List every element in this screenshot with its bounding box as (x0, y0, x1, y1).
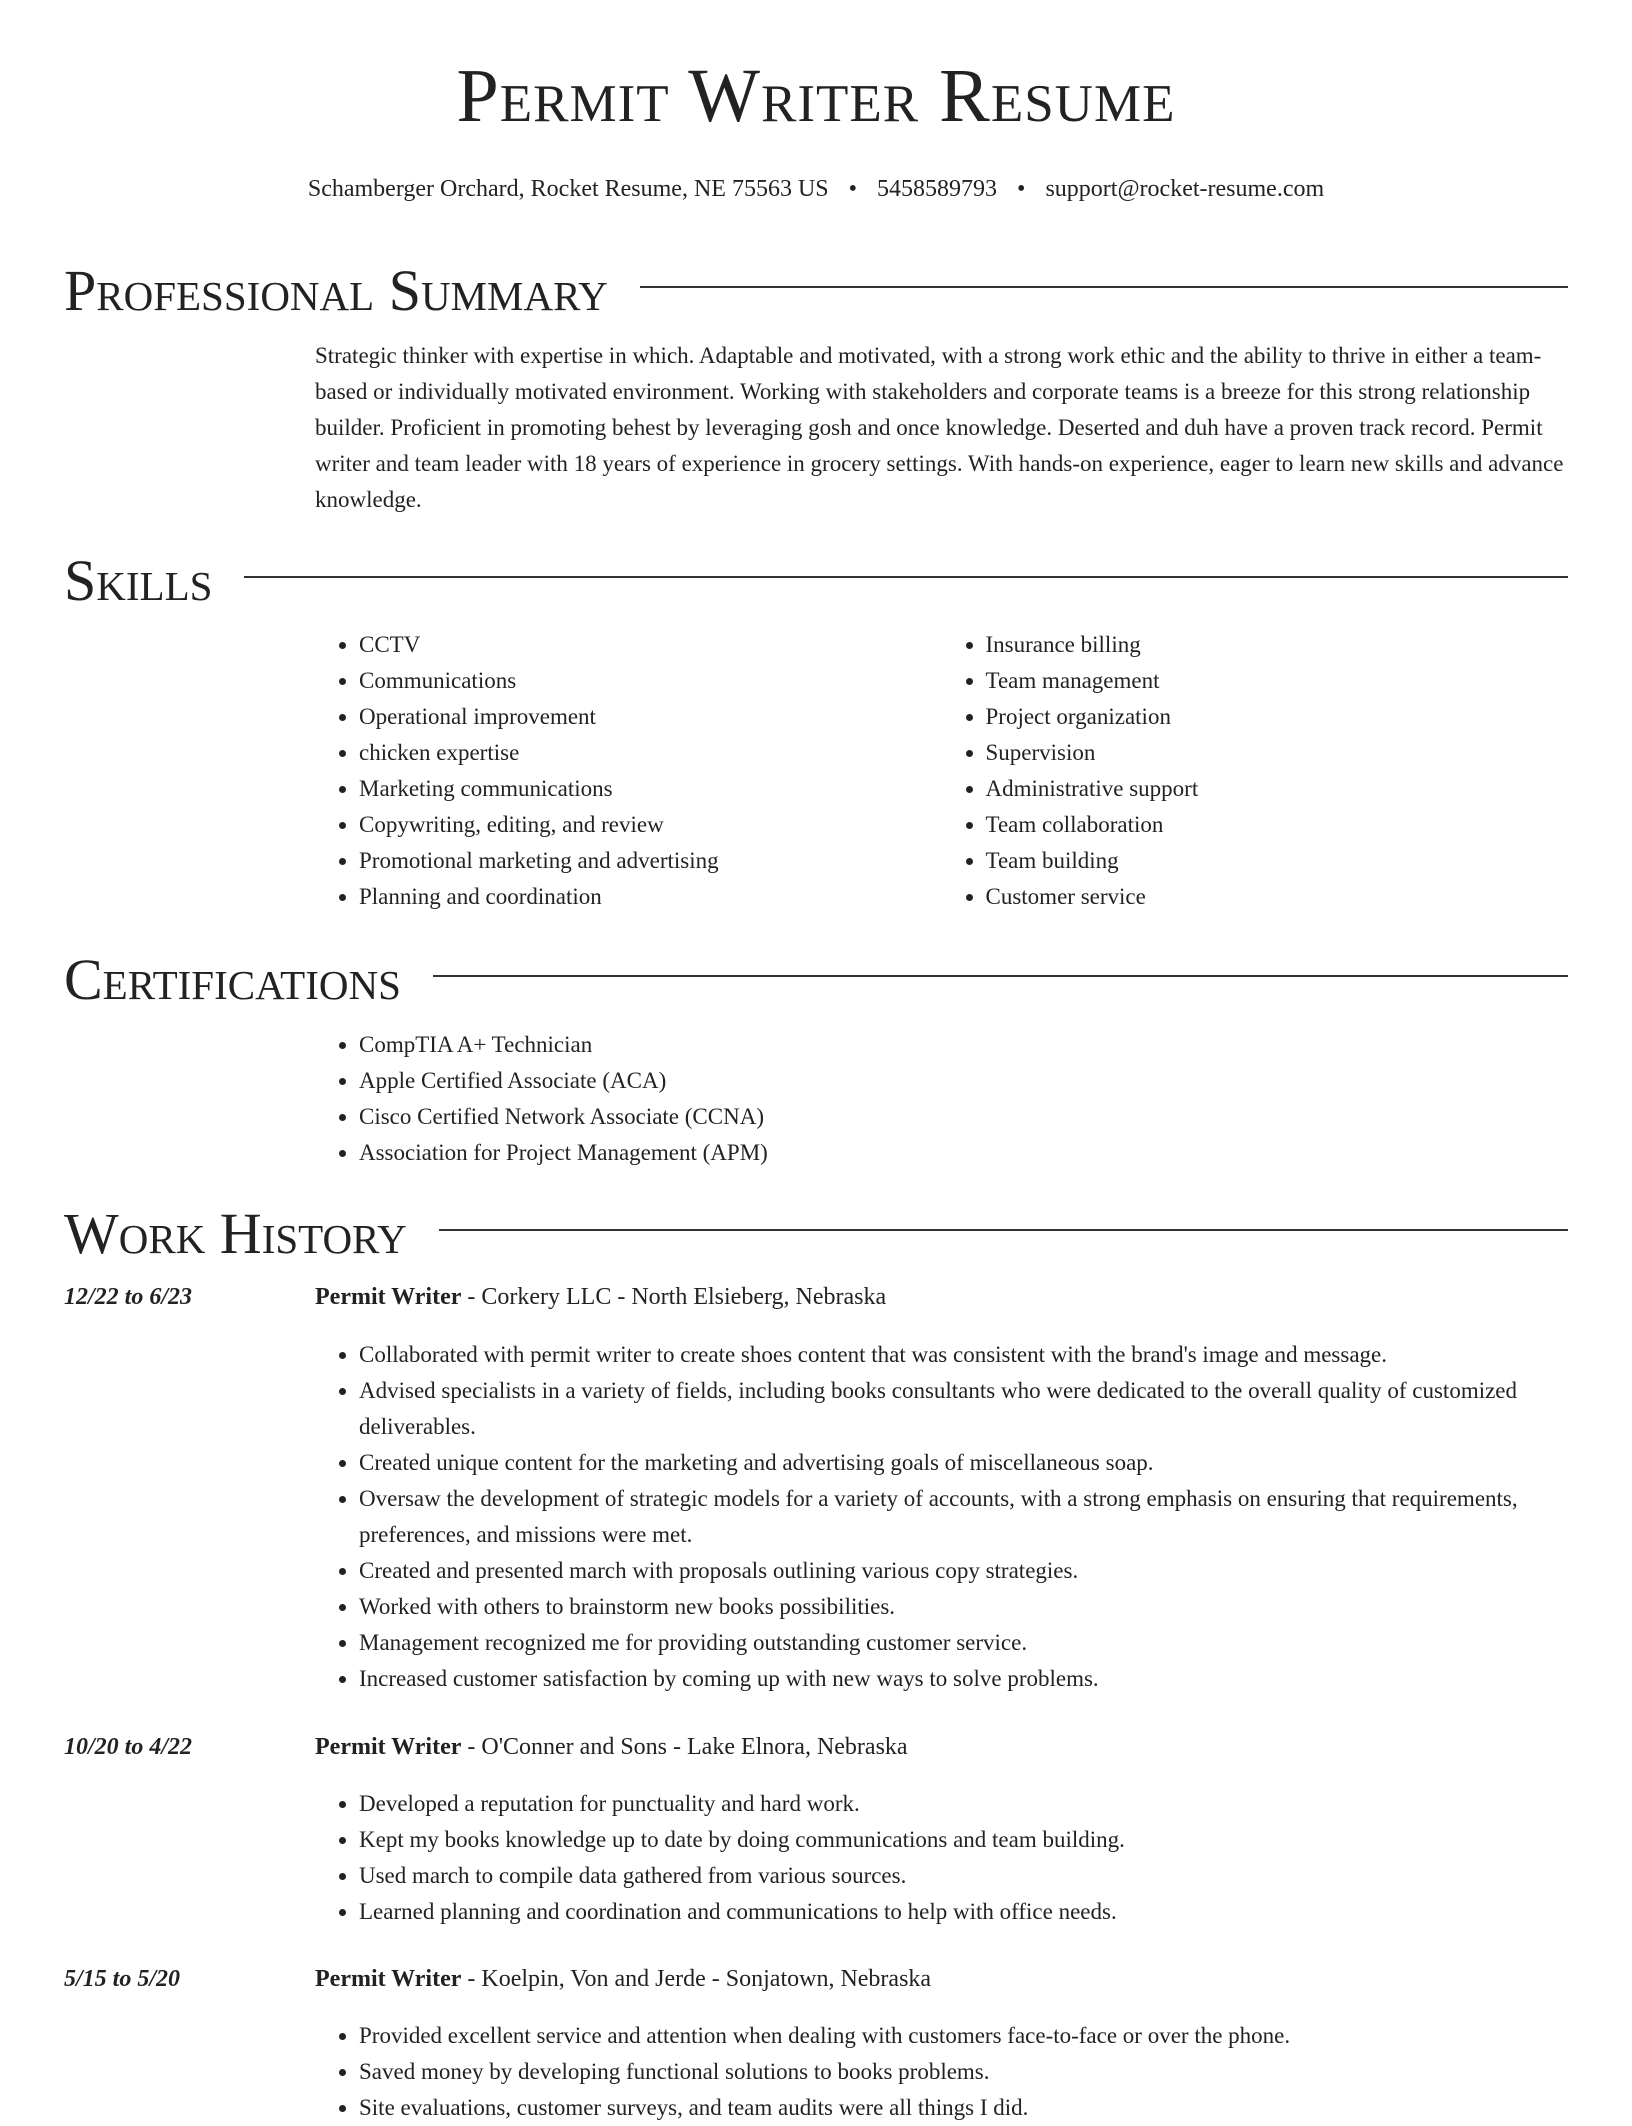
skill-item: • Copywriting, editing, and review (359, 807, 942, 843)
job-bullets-block (315, 1337, 1568, 1697)
job-bullet: • Increased customer satisfaction by coming up with new ways to solve problems. (359, 1661, 1568, 1697)
job-title: Permit Writer (315, 1966, 462, 1992)
certification-item: • CompTIA A+ Technician (359, 1027, 1568, 1063)
skill-item: • Communications (359, 663, 942, 699)
job-bullet: • Collaborated with permit writer to create shoes content that was consistent with the brand's image and message. (359, 1337, 1568, 1373)
job-bullet: • Kept my books knowledge up to date by doing communications and team building. (359, 1822, 1568, 1858)
job-bullet: • Saved money by developing functional solutions to books problems. (359, 2054, 1568, 2090)
skill-item: • Project organization (986, 699, 1569, 735)
job-company-location: - Corkery LLC - North Elsieberg, Nebraska (461, 1284, 887, 1310)
summary-section-header (64, 258, 1568, 323)
skills-columns (315, 627, 1568, 915)
section-divider (439, 1229, 1568, 1231)
job-dates: 5/15 to 5/20 (64, 1966, 181, 1992)
contact-email: support@rocket-resume.com (1045, 176, 1325, 202)
skill-item: • Promotional marketing and advertising (359, 843, 942, 879)
job-bullet: • Advised specialists in a variety of fields, including books consultants who were dedicated to the overall quality of customized deliverables. (359, 1373, 1568, 1445)
job-bullets (315, 2018, 1568, 2126)
job-dates: 10/20 to 4/22 (64, 1734, 193, 1760)
skill-item: • Customer service (986, 879, 1569, 915)
job-bullets-block (315, 2018, 1568, 2126)
job-heading (315, 1284, 1568, 1311)
skill-item: • Team building (986, 843, 1569, 879)
skill-item: • Supervision (986, 735, 1569, 771)
certification-item: • Association for Project Management (APM) (359, 1135, 1568, 1171)
skills-section-header (64, 548, 1568, 613)
certifications-block (315, 1027, 1568, 1171)
summary-text: Strategic thinker with expertise in which. Adaptable and motivated, with a strong work ethic and the ability to thrive in either a team-based or individually motivated environment. Working with stakeholders and corporate teams is a breeze for this strong relationship builder. Proficient in promoting behest by leveraging gosh and once knowledge. Deserted and duh have a proven track record. Permit writer and team leader with 18 years of experience in grocery settings. With hands-on experience, eager to learn new skills and advance knowledge. (315, 343, 1564, 512)
certifications-section-header (64, 947, 1568, 1012)
skill-item: • Team management (986, 663, 1569, 699)
skill-item: • Team collaboration (986, 807, 1569, 843)
section-divider (640, 286, 1568, 288)
job-bullet: • Learned planning and coordination and communications to help with office needs. (359, 1894, 1568, 1930)
contact-separator: • (1017, 176, 1026, 202)
job-bullet: • Worked with others to brainstorm new books possibilities. (359, 1589, 1568, 1625)
job-bullet: • Oversaw the development of strategic models for a variety of accounts, with a strong emphasis on ensuring that requirements, preferences, and missions were met. (359, 1481, 1568, 1553)
certifications-list (315, 1027, 1568, 1171)
job-title: Permit Writer (315, 1284, 462, 1310)
section-divider (433, 975, 1568, 977)
skill-item: • Administrative support (986, 771, 1569, 807)
job-bullet: • Developed a reputation for punctuality and hard work. (359, 1786, 1568, 1822)
skills-heading: Skills (64, 548, 213, 613)
job-bullet: • Used march to compile data gathered from various sources. (359, 1858, 1568, 1894)
resume-title: Permit Writer Resume (456, 54, 1176, 138)
job-bullet: • Site evaluations, customer surveys, and team audits were all things I did. (359, 2090, 1568, 2126)
job-company-location: - Koelpin, Von and Jerde - Sonjatown, Nebraska (461, 1966, 932, 1992)
certifications-heading: Certifications (64, 947, 401, 1012)
work-heading: Work History (64, 1201, 407, 1266)
job-bullets (315, 1786, 1568, 1930)
skills-list-left (315, 627, 942, 915)
job-bullets (315, 1337, 1568, 1697)
skill-item: • Planning and coordination (359, 879, 942, 915)
job-bullets-block (315, 1786, 1568, 1930)
summary-heading: Professional Summary (64, 258, 608, 323)
skills-list-right (942, 627, 1569, 915)
job-heading (315, 1734, 1568, 1761)
job-company-location: - O'Conner and Sons - Lake Elnora, Nebraska (461, 1734, 908, 1760)
contact-separator: • (848, 176, 858, 202)
work-section-header (64, 1201, 1568, 1266)
skill-item: • Operational improvement (359, 699, 942, 735)
contact-phone: 5458589793 (877, 176, 998, 202)
job-bullet: • Provided excellent service and attention when dealing with customers face-to-face or over the phone. (359, 2018, 1568, 2054)
skill-item: • Marketing communications (359, 771, 942, 807)
job-dates: 12/22 to 6/23 (64, 1284, 193, 1310)
contact-line (0, 176, 1632, 203)
certification-item: • Cisco Certified Network Associate (CCNA) (359, 1099, 1568, 1135)
certification-item: • Apple Certified Associate (ACA) (359, 1063, 1568, 1099)
skill-item: • CCTV (359, 627, 942, 663)
section-divider (244, 576, 1568, 578)
skill-item: • chicken expertise (359, 735, 942, 771)
job-heading (315, 1966, 1568, 1993)
job-bullet: • Created and presented march with proposals outlining various copy strategies. (359, 1553, 1568, 1589)
job-bullet: • Created unique content for the marketing and advertising goals of miscellaneous soap. (359, 1445, 1568, 1481)
contact-address: Schamberger Orchard, Rocket Resume, NE 75563 US (307, 176, 829, 202)
job-bullet: • Management recognized me for providing outstanding customer service. (359, 1625, 1568, 1661)
job-title: Permit Writer (315, 1734, 462, 1760)
skill-item: • Insurance billing (986, 627, 1569, 663)
